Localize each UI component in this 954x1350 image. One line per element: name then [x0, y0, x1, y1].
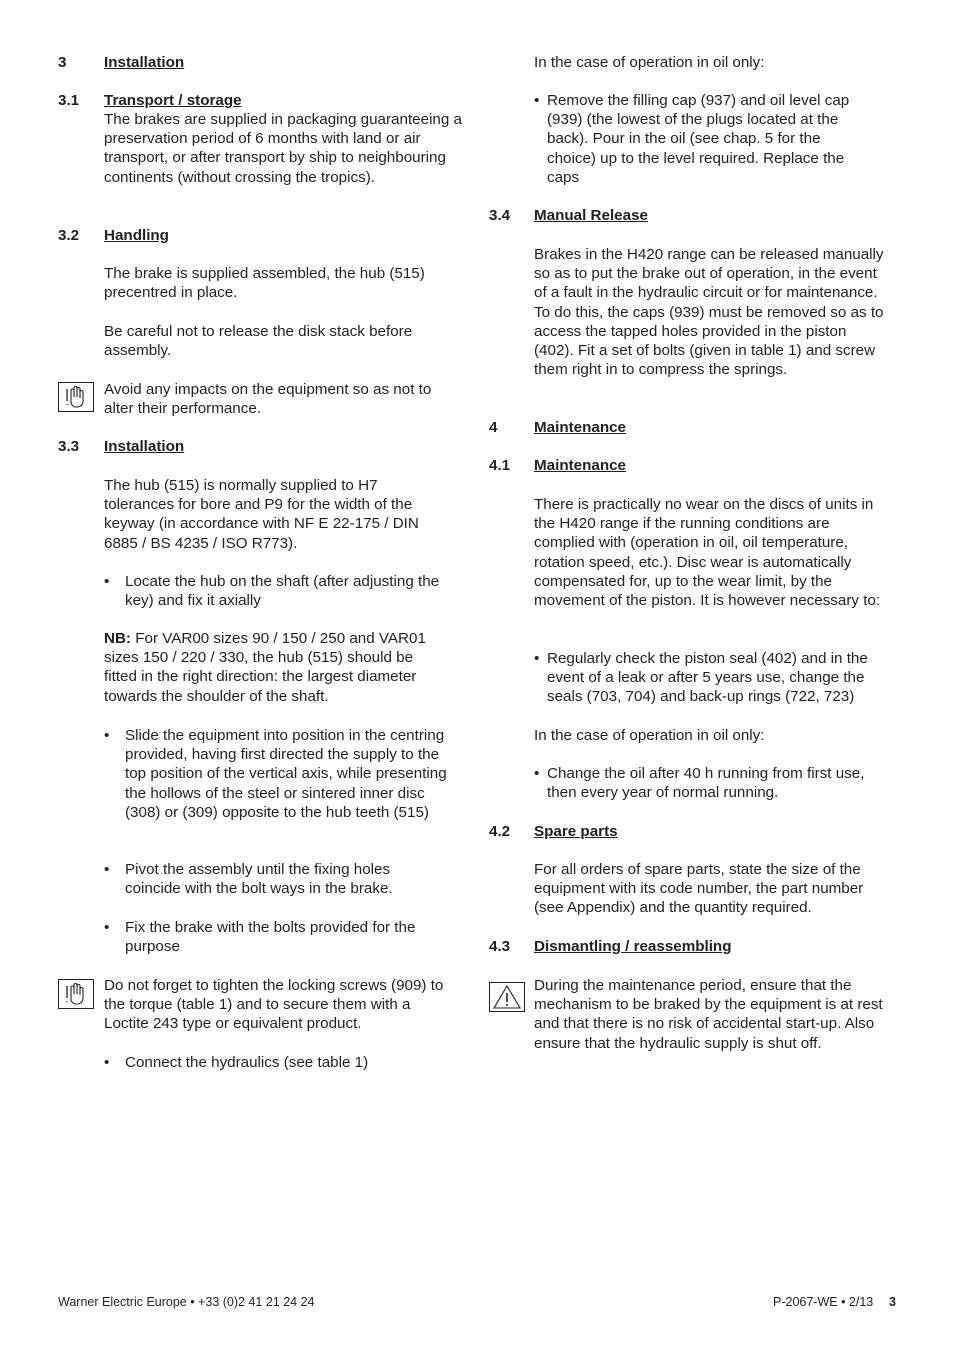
section-3-2-number: 3.2: [58, 227, 80, 244]
warning-triangle-icon: [489, 982, 525, 1012]
section-4-1-number: 4.1: [489, 457, 511, 474]
section-3-2-paragraph-1: The brake is supplied assembled, the hub (515) precentred in place.: [104, 265, 425, 302]
footer-company: Warner Electric Europe • +33 (0)2 41 21 24 24: [58, 1295, 315, 1309]
section-4-1-bullet-2: Change the oil after 40 h running from first use, then every year of normal running.: [547, 765, 865, 802]
nb-label: NB:: [104, 630, 131, 647]
section-3-3-bullet-2: Slide the equipment into position in the centring provided, having first directed the supply to the top position of the vertical axis, while presenting the hollows of the steel or sintered inner disc (308) or (309) opposite to the hub teeth (515): [125, 727, 447, 821]
oil-only-intro: In the case of operation in oil only:: [534, 54, 765, 71]
bullet-marker: •: [534, 650, 540, 667]
bullet-marker: •: [104, 727, 110, 744]
section-3-3-number: 3.3: [58, 438, 80, 455]
bullet-marker: •: [534, 92, 540, 109]
section-4-1-oil-intro: In the case of operation in oil only:: [534, 727, 765, 744]
section-4-2-number: 4.2: [489, 823, 511, 840]
section-4-1-title: Maintenance: [534, 457, 626, 474]
section-4-2-body: For all orders of spare parts, state the size of the equipment with its code number, the part number (see Appendix) and the quantity required.: [534, 861, 864, 917]
section-3-3-bullet-1: Locate the hub on the shaft (after adjusting the key) and fix it axially: [125, 573, 440, 610]
section-4-3-title: Dismantling / reassembling: [534, 938, 732, 955]
section-4-number: 4: [489, 419, 498, 436]
section-3-3-nb: [104, 629, 449, 706]
section-4-1-body: There is practically no wear on the discs of units in the H420 range if the running conditions are complied with (operation in oil, oil temperature, rotation speed, etc.). Disc wear is automatically compensated for, up to the wear limit, by the movement of the piston. It is however necessary to:: [534, 496, 881, 610]
section-3-2-note: Avoid any impacts on the equipment so as not to alter their performance.: [104, 381, 432, 418]
section-3-1-number: 3.1: [58, 92, 80, 109]
bullet-marker: •: [104, 1054, 110, 1071]
section-3-number: 3: [58, 54, 67, 71]
section-3-1-title: Transport / storage: [104, 92, 242, 109]
hand-warning-icon: [58, 382, 94, 412]
bullet-marker: •: [104, 919, 110, 936]
footer-page-number: 3: [889, 1295, 896, 1309]
bullet-marker: •: [534, 765, 540, 782]
section-4-2-title: Spare parts: [534, 823, 618, 840]
footer-doc-ref: P-2067-WE • 2/13: [773, 1295, 874, 1309]
section-3-4-body: Brakes in the H420 range can be released manually so as to put the brake out of operation, in the event of a fault in the hydraulic circuit or for maintenance. To do this, the caps (939) must be removed so as to access the tapped holes provided in the piston (402). Fit a set of bolts (given in table 1) and screw them right in to compress the springs.: [534, 246, 884, 379]
section-3-2-paragraph-2: Be careful not to release the disk stack before assembly.: [104, 323, 413, 360]
section-4-3-note: During the maintenance period, ensure that the mechanism to be braked by the equipment is at rest and that there is no risk of accidental start-up. Also ensure that the hydraulic supply is shut off.: [534, 977, 883, 1052]
section-3-3-title: Installation: [104, 438, 185, 455]
section-3-3-note: Do not forget to tighten the locking screws (909) to the torque (table 1) and to secure them with a Loctite 243 type or equivalent product.: [104, 977, 444, 1033]
section-3-3-paragraph-1: The hub (515) is normally supplied to H7 tolerances for bore and P9 for the width of the keyway (in accordance with NF E 22-175 / DIN 6885 / BS 4235 / ISO R773).: [104, 477, 419, 552]
section-3-3-bullet-5: Connect the hydraulics (see table 1): [125, 1054, 369, 1071]
nb-text: For VAR00 sizes 90 / 150 / 250 and VAR01 sizes 150 / 220 / 330, the hub (515) should be fitted in the right direction: the largest diameter towards the shoulder of the shaft.: [104, 630, 426, 705]
section-4-title: Maintenance: [534, 419, 626, 436]
section-4-3-number: 4.3: [489, 938, 511, 955]
section-3-4-title: Manual Release: [534, 207, 648, 224]
section-4-1-bullet-1: Regularly check the piston seal (402) and in the event of a leak or after 5 years use, change the seals (703, 704) and back-up rings (722, 723): [547, 650, 868, 706]
section-3-3-bullet-3: Pivot the assembly until the fixing holes coincide with the bolt ways in the brake.: [125, 861, 393, 898]
oil-only-bullet: Remove the filling cap (937) and oil level cap (939) (the lowest of the plugs located at the back). Pour in the oil (see chap. 5 for the choice) up to the level required. Replace the caps: [547, 92, 850, 186]
section-3-1-body: The brakes are supplied in packaging guaranteeing a preservation period of 6 months with land or air transport, or after transport by ship to neighbouring continents (without crossing the tropics).: [104, 111, 462, 186]
bullet-marker: •: [104, 861, 110, 878]
section-3-2-title: Handling: [104, 227, 169, 244]
section-3-3-bullet-4: Fix the brake with the bolts provided for the purpose: [125, 919, 416, 956]
hand-warning-icon: [58, 979, 94, 1009]
section-3-4-number: 3.4: [489, 207, 511, 224]
section-3-title: Installation: [104, 54, 185, 71]
bullet-marker: •: [104, 573, 110, 590]
